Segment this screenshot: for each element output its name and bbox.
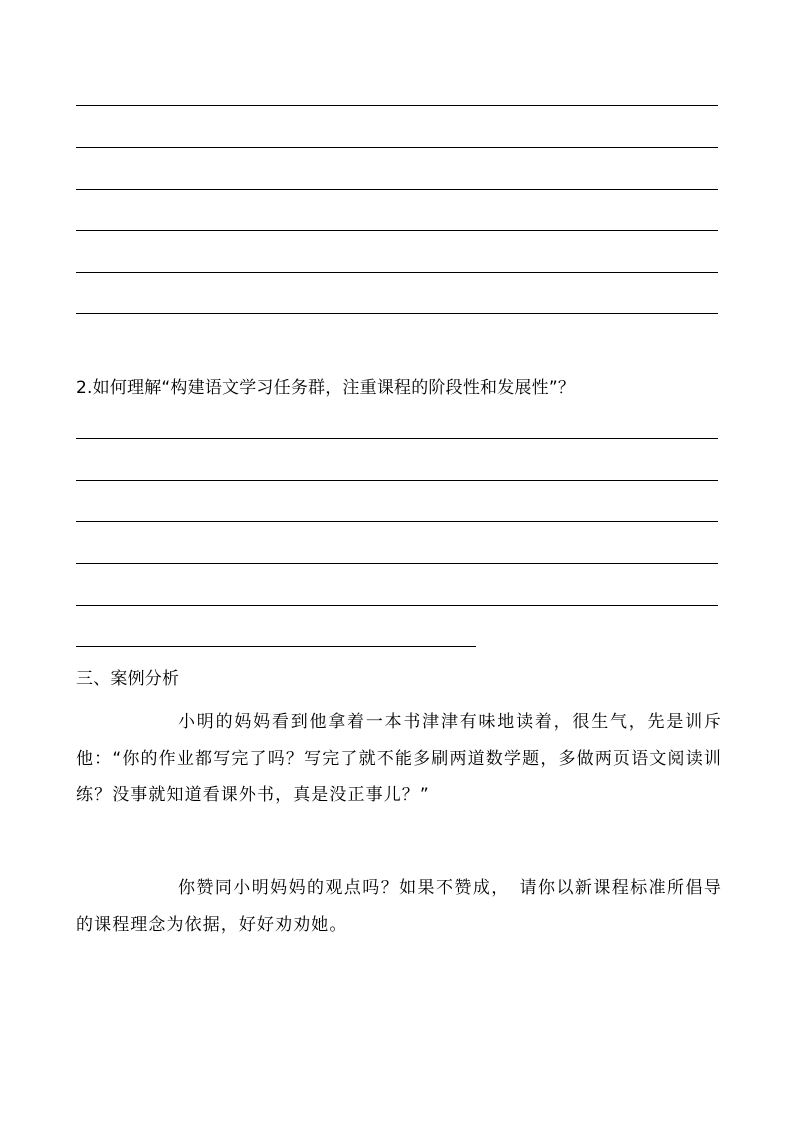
answer-line xyxy=(76,189,718,190)
answer-line xyxy=(76,438,718,439)
task-paragraph: 你赞同小明妈妈的观点吗？如果不赞成， 请你以新课程标准所倡导的课程理念为依据，好好劝劝她。 xyxy=(76,878,722,935)
answer-line xyxy=(76,230,718,231)
answer-line xyxy=(76,105,718,106)
case-paragraph: 小明的妈妈看到他拿着一本书津津有味地读着，很生气，先是训斥他：“你的作业都写完了吗？写完了就不能多刷两道数学题，多做两页语文阅读训练？没事就知道看课外书，真是没正事儿？” xyxy=(76,712,722,805)
answer-line xyxy=(76,521,718,522)
section-3-heading: 三、案例分析 xyxy=(76,669,180,689)
answer-line-short xyxy=(76,646,476,647)
answer-line xyxy=(76,563,718,564)
answer-line xyxy=(76,147,718,148)
answer-line xyxy=(76,272,718,273)
answer-line xyxy=(76,605,718,606)
question-2-text: 2.如何理解“构建语文学习任务群，注重课程的阶段性和发展性”？ xyxy=(76,378,576,398)
answer-line xyxy=(76,480,718,481)
answer-line xyxy=(76,313,718,314)
